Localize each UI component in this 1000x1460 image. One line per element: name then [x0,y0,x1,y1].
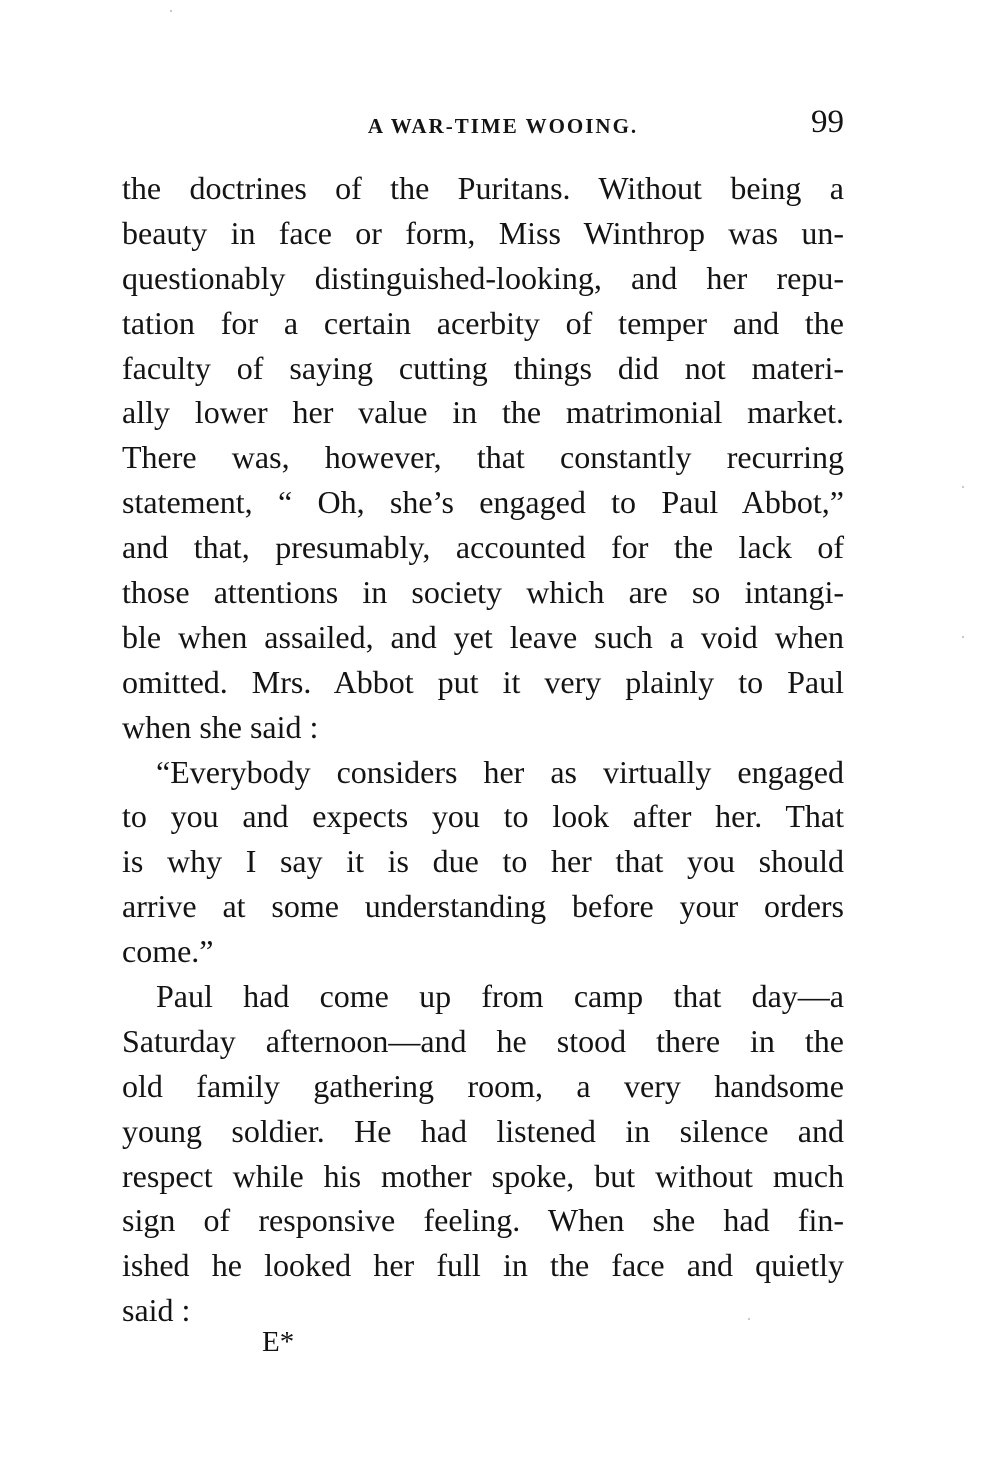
text-line: young soldier. He had listened in silence and [122,1112,844,1149]
body-text [122,166,844,1333]
text-line: omitted. Mrs. Abbot put it very plainly to Paul [122,663,844,700]
scan-speck [962,486,964,488]
text-line: old family gathering room, a very handsome [122,1067,844,1104]
text-line: when she said : [122,708,319,745]
text-line: respect while his mother spoke, but without much [122,1157,844,1194]
text-line: Saturday afternoon—and he stood there in the [122,1022,844,1059]
text-line: ally lower her value in the matrimonial market. [122,394,844,431]
text-line: come.” [122,933,214,970]
scan-speck [170,10,172,12]
text-line: said : [122,1292,191,1329]
text-line: There was, however, that constantly recurring [122,439,844,476]
scan-speck [748,1318,750,1320]
text-line: statement, “ Oh, she’s engaged to Paul Abbot,” [122,484,844,521]
text-line: tation for a certain acerbity of temper and the [122,304,844,341]
text-line: Paul had come up from camp that day—a [156,978,844,1015]
text-line: arrive at some understanding before your orders [122,888,844,925]
text-line: and that, presumably, accounted for the lack of [122,529,844,566]
scan-speck [962,636,964,638]
text-line: to you and expects you to look after her. That [122,798,844,835]
text-line: questionably distinguished-looking, and her repu- [122,259,844,296]
text-line: beauty in face or form, Miss Winthrop was un- [122,214,844,251]
text-line: ble when assailed, and yet leave such a void when [122,618,844,655]
running-head [122,104,844,144]
text-line: the doctrines of the Puritans. Without being a [122,170,844,206]
text-line: is why I say it is due to her that you should [122,843,844,880]
running-title: A WAR-TIME WOOING. [367,114,639,138]
text-line: faculty of saying cutting things did not materi- [122,349,844,386]
signature-mark: E* [262,1326,295,1358]
page-number: 99 [811,104,844,140]
text-line: ished he looked her full in the face and quietly [122,1247,844,1284]
text-line: sign of responsive feeling. When she had fin- [122,1202,844,1239]
text-line: “Everybody considers her as virtually engaged [156,753,844,790]
text-line: those attentions in society which are so intangi- [122,574,844,611]
